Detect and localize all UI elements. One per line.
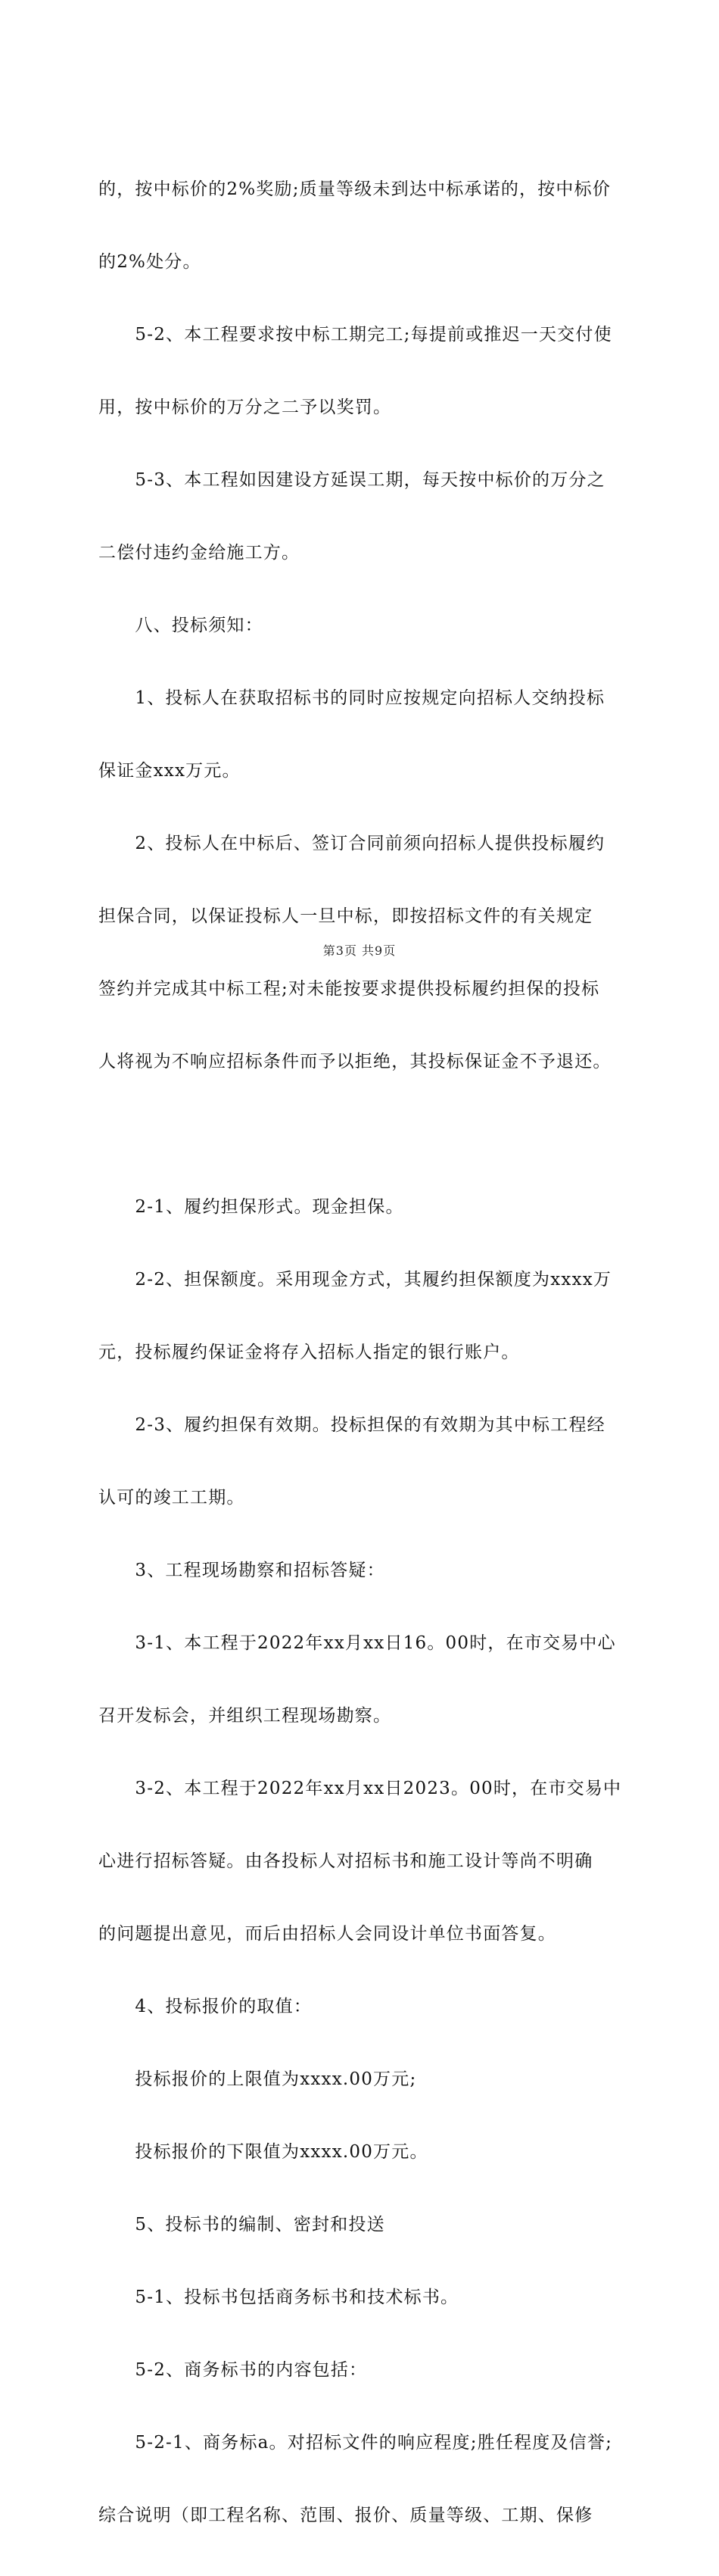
- text-line: 的问题提出意见，而后由招标人会同设计单位书面答复。: [98, 1924, 556, 1944]
- text-line: 3-1、本工程于2022年xx月xx日16。00时，在市交易中心: [98, 1633, 616, 1653]
- text-line: 5-2-1、商务标a。对招标文件的响应程度;胜任程度及信誉;: [98, 2433, 613, 2453]
- text-line: 二偿付违约金给施工方。: [98, 543, 300, 563]
- text-line: 认可的竣工工期。: [98, 1488, 245, 1508]
- text-line: 的，按中标价的2%奖励;质量等级未到达中标承诺的，按中标价: [98, 179, 612, 199]
- text-line: 2、投标人在中标后、签订合同前须向招标人提供投标履约: [98, 834, 605, 853]
- text-line: 投标报价的下限值为xxxx.00万元。: [98, 2142, 428, 2162]
- text-line: 5-1、投标书包括商务标书和技术标书。: [98, 2288, 459, 2307]
- text-line: 用，按中标价的万分之二予以奖罚。: [98, 398, 392, 417]
- text-line: 2-3、履约担保有效期。投标担保的有效期为其中标工程经: [98, 1415, 605, 1435]
- text-line: 2-1、履约担保形式。现金担保。: [98, 1197, 404, 1217]
- text-line: 5-2、商务标书的内容包括：: [98, 2360, 368, 2380]
- text-line: 元，投标履约保证金将存入招标人指定的银行账户。: [98, 1343, 520, 1362]
- text-line: 5、投标书的编制、密封和投送: [98, 2215, 385, 2235]
- text-line: 签约并完成其中标工程;对未能按要求提供投标履约担保的投标: [98, 979, 600, 999]
- text-line: 心进行招标答疑。由各投标人对招标书和施工设计等尚不明确: [98, 1851, 593, 1871]
- text-line: 2-2、担保额度。采用现金方式，其履约担保额度为xxxx万: [98, 1270, 612, 1290]
- text-line: 5-2、本工程要求按中标工期完工;每提前或推迟一天交付使: [98, 325, 612, 345]
- text-line: 5-3、本工程如因建设方延误工期，每天按中标价的万分之: [98, 470, 605, 490]
- text-line: 的2%处分。: [98, 252, 201, 272]
- text-line: 担保合同，以保证投标人一旦中标，即按招标文件的有关规定: [98, 906, 593, 926]
- text-line: 召开发标会，并组织工程现场勘察。: [98, 1706, 392, 1726]
- text-line: 人将视为不响应招标条件而予以拒绝，其投标保证金不予退还。: [98, 1052, 612, 1071]
- text-line: 4、投标报价的取值：: [98, 1997, 313, 2016]
- section-heading: 八、投标须知：: [98, 616, 263, 635]
- page-number-footer: 第3页 共9页: [322, 943, 397, 958]
- text-line: 3-2、本工程于2022年xx月xx日2023。00时，在市交易中: [98, 1779, 622, 1798]
- text-line: 3、工程现场勘察和招标答疑：: [98, 1561, 385, 1580]
- text-line: 保证金xxx万元。: [98, 761, 241, 781]
- text-line: 综合说明（即工程名称、范围、报价、质量等级、工期、保修: [98, 2506, 593, 2525]
- text-line: 投标报价的上限值为xxxx.00万元;: [98, 2069, 417, 2089]
- text-line: 1、投标人在获取招标书的同时应按规定向招标人交纳投标: [98, 688, 605, 708]
- paragraph-gap: [98, 1122, 636, 1146]
- body-text: [98, 129, 636, 2576]
